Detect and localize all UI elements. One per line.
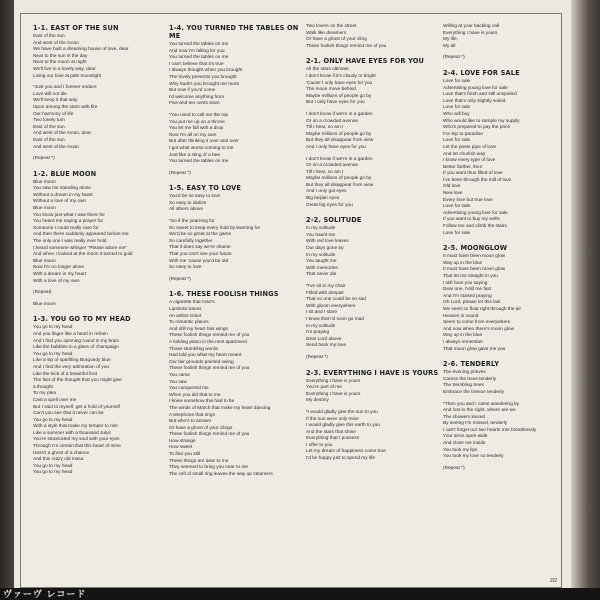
lyric-line: But I said to myself, get a hold of yourself <box>33 404 120 410</box>
lyric-line: Living our love at pale moonlight <box>33 73 102 79</box>
song-title: 1-4. YOU TURNED THE TABLES ON ME <box>169 24 299 40</box>
lyric-line: East of the sun <box>33 137 65 143</box>
lyric-line: Till I hear, so am I <box>306 169 344 175</box>
lyric-line: (Repeat *) <box>443 465 465 471</box>
lyric-line: And now when there's moon glow <box>443 326 514 332</box>
song-title: 2-6. TENDERLY <box>443 360 500 369</box>
lyric-line: *Then you and I came wandering by <box>443 401 520 407</box>
lyric-line: (Repeat *) <box>443 55 465 61</box>
song-block <box>169 290 303 478</box>
lyric-line: The lovely presents you brought <box>169 74 237 80</box>
lyric-line: Maybe millions of people go by <box>306 176 372 182</box>
lyric-line: And when I looked at the moon it turned to gold <box>33 252 133 258</box>
lyrics-column-2 <box>169 24 303 485</box>
lyric-line: The only one I was really ever hold <box>33 239 107 245</box>
lyric-line: I know every type of love <box>443 158 496 164</box>
lyric-line: My life, <box>443 37 459 43</box>
lyric-line: Maybe millions of people go by <box>306 93 372 99</box>
lyric-line: Everything that I possess <box>306 436 360 442</box>
lyric-line: With memories <box>306 265 338 271</box>
lyric-line: Big beijian eyes <box>306 196 340 202</box>
lyric-line: Like the bubbles in a glass of champaign <box>33 345 119 351</box>
lyric-line: Had told you what my heart meant <box>169 353 242 359</box>
lyric-line: We'll live in a lovely way, dear <box>33 66 96 72</box>
lyric-line: Let the poets pipe of love <box>443 144 497 150</box>
lyric-line: And I only got eyes <box>306 189 347 195</box>
lyric-line: But I only have eyes for you <box>306 100 365 106</box>
lyric-line: Let my dream of happiness come true <box>306 449 386 455</box>
lyric-line: For trip to paradise <box>443 131 483 137</box>
lyric-line: And let churlish way <box>443 151 486 157</box>
lyric-line: East of the sun <box>33 124 65 130</box>
lyric-line: That you can't see your future <box>169 252 232 258</box>
lyric-line: We'd be so great at the game <box>169 232 232 238</box>
lyric-line: You're intoxicated my soul with your eyes <box>33 437 120 443</box>
lyric-line: A telephone that rings <box>169 412 215 418</box>
lyric-line: The winds of March that make my heart dancing <box>169 405 271 411</box>
lyric-line: Old love <box>443 184 461 190</box>
lyric-line: You go to my head <box>33 325 73 331</box>
lyric-line: I know that I'd soon go mad <box>306 316 364 322</box>
lyric-line: Blue moon <box>33 206 56 212</box>
lyric-line: These foolish things remind me of you <box>169 366 250 372</box>
lyric-line: I can't forget our two hearts met breathlessly <box>443 427 537 433</box>
lyric-line: So sweet to keep every hold by learning for <box>169 225 261 231</box>
song-title: 1-6. THESE FOOLISH THINGS <box>169 290 279 299</box>
lyric-line: Two lovers on the street <box>306 24 357 29</box>
lyric-line: Just like a sting of a bee <box>169 152 220 158</box>
lyric-line: Filled with despair <box>306 290 345 296</box>
lyric-line: It must have been moon glow <box>443 254 506 260</box>
lyric-line: (Repeat *) <box>169 170 191 176</box>
lyric-line: That let me straight to you <box>443 274 498 279</box>
lyric-line: You took my love so tenderly <box>443 454 504 460</box>
lyric-line: Love for sale <box>443 204 471 210</box>
lyric-line: My all <box>443 43 456 49</box>
lyric-line: Follow me and climb the stairs <box>443 224 507 230</box>
lyric-line: Oh Lord, please let this last <box>443 300 501 306</box>
song-block <box>306 24 440 50</box>
lyric-line: I don't know if it's cloudy or bright <box>306 73 376 79</box>
lyric-line: And lost in the sight, where are we <box>443 408 516 414</box>
lyric-line: These foolish things remind me of you <box>169 432 250 438</box>
lyric-line: You're part of me <box>306 385 342 391</box>
lyric-line: Your arms open wide <box>443 434 488 440</box>
lyric-line: I knew somehow this had to be <box>169 399 235 405</box>
page-number: 2/2 <box>550 578 557 584</box>
lyric-line: And then there suddenly appeared before me <box>33 232 129 238</box>
lyric-line: With red love leaves <box>306 239 349 245</box>
lyric-line: To find you still <box>169 452 201 458</box>
song-block <box>443 24 577 62</box>
lyric-line: Or have a ghost of your cling <box>306 37 367 43</box>
lyric-line: Maybe millions of people go by <box>306 131 372 137</box>
lyric-line: *I would gladly give the sun to you <box>306 409 378 415</box>
lyric-line: You turned the tables on me <box>169 159 229 165</box>
lyric-line: These foolish things remind me of you <box>306 43 387 49</box>
lyric-line: That never die <box>306 272 337 278</box>
lyric-line: Hasn't a ghost of a chance <box>33 450 90 456</box>
lyric-line: My destiny <box>306 398 329 404</box>
lyric-line: You turned the tables on me <box>169 55 229 61</box>
lyric-line: But now if you'd come <box>169 88 216 94</box>
lyric-line: You'd be so easy to love <box>169 194 221 200</box>
lyric-line: Embrace the breeze tenderly <box>443 389 504 395</box>
lyric-line: Advertising young love for sale <box>443 210 508 216</box>
lyric-line: And this crazy old masa <box>33 457 84 463</box>
lyrics-column-3 <box>306 24 440 470</box>
lyric-line: Someone I could really care for <box>33 225 99 231</box>
lyric-line: Seem to come from everywhere <box>443 320 511 326</box>
song-block <box>306 369 440 463</box>
lyric-line: And west of the moon <box>33 144 79 150</box>
lyric-line: I got what worse coming to me <box>169 145 234 151</box>
song-block <box>33 170 167 309</box>
lyrics-column-4 <box>443 24 577 479</box>
lyric-line: Or on a crowded avenue <box>306 163 359 169</box>
lyric-line: *I've sit in my chair <box>306 284 346 289</box>
lyric-line: Blue moon <box>33 179 56 185</box>
lyric-line: *You used to call me the top <box>169 112 228 118</box>
lyric-line: You turned the tables on me <box>169 42 229 47</box>
lyric-line: I always thought when you brought <box>169 68 243 74</box>
lyric-line: Why hadn't you brought me more <box>169 81 240 87</box>
lyric-line: Blue moon <box>33 258 56 264</box>
lyric-line: Advertising young love for sale <box>443 85 508 91</box>
song-block <box>443 360 577 472</box>
lyric-line: Everything I have is yours <box>443 30 498 36</box>
lyric-line: Lipsticks traces <box>169 307 202 312</box>
lyric-line: And the stars that shine <box>306 429 356 435</box>
lyric-line: The evening prieves <box>443 370 486 376</box>
lyric-line: You heard me saying a prayer for <box>33 219 104 225</box>
lyric-line: Cast a spell over me <box>33 397 77 403</box>
lyric-line: How sweet <box>169 445 193 451</box>
lyric-line: *Just you and I forever endure <box>33 85 97 91</box>
lyric-line: Without a love of my own <box>33 199 87 205</box>
lyric-line: Or on a crowded avenue <box>306 118 359 124</box>
lyric-line: And now I'm falling for you <box>169 48 225 54</box>
lyric-line: And close me inside <box>443 441 486 447</box>
song-block <box>443 244 577 353</box>
song-title: 2-5. MOONGLOW <box>443 244 508 253</box>
lyric-line: If the sun were only mine <box>306 416 359 422</box>
lyric-line: So easy to idolize <box>169 200 207 206</box>
lyric-line: A cigarette that man's <box>169 300 215 306</box>
song-block <box>33 24 167 163</box>
lyric-line: But they all disappear from view <box>306 182 374 188</box>
lyric-line: But who's to answer <box>169 419 212 425</box>
lyric-line: All the stars ultimate <box>306 67 349 73</box>
lyric-line: With gloom everywhere <box>306 303 356 309</box>
lyric-line: That moon glow gave me you <box>443 346 506 352</box>
lyric-line: The showers kissed <box>443 414 485 420</box>
song-title: 1-2. BLUE MOON <box>33 169 97 178</box>
lyric-line: You took my lips <box>443 447 478 453</box>
lyric-line: Send back my love <box>306 343 347 349</box>
lyric-sheet <box>14 0 571 588</box>
lyric-line: Caress the trees tenderly <box>443 376 497 382</box>
lyric-line: How strange <box>169 438 196 444</box>
lyric-line: I heard someone whisper "Please adore me" <box>33 245 127 251</box>
lyric-line: We seem to float right through the air <box>443 306 522 312</box>
scan-edge-left <box>0 0 14 600</box>
lyric-line: Blue moon <box>33 301 56 307</box>
lyric-line: Who's prepared to pay the price <box>443 125 511 131</box>
lyric-line: When you did that to me <box>169 392 221 398</box>
lyric-line: It must have been moon glow <box>443 267 506 273</box>
lyric-line: Everything I have is yours <box>306 391 361 397</box>
lyric-line: Can't you see that it never can be <box>33 411 104 417</box>
lyric-line: Way up in the blue <box>443 260 483 266</box>
lyric-line: Walk like dreamers <box>306 30 347 36</box>
lyric-line: The cell of small ring leaves the way up steamers <box>169 471 273 477</box>
lyric-line: I would gladly give this earth to you <box>306 423 380 429</box>
lyric-line: They seemed to bring you near to me <box>169 465 248 471</box>
lyric-line: Like a summer with a thousand Julys <box>33 430 111 436</box>
lyric-line: With me 'cause you'd be old <box>169 258 229 264</box>
song-title: 1-3. YOU GO TO MY HEAD <box>33 315 131 324</box>
lyric-line: Our harmony of life <box>33 111 74 117</box>
lyric-line: I sit and I stare <box>306 310 338 316</box>
lyric-line: New love <box>443 191 463 197</box>
song-title: 2-4. LOVE FOR SALE <box>443 68 520 77</box>
lyric-line: I'd be happy just to spend my life <box>306 456 376 462</box>
lyric-line: And west of the moon <box>33 40 79 46</box>
lyric-line: Dear one, hold me fast <box>443 287 492 293</box>
lyric-line: The trembling trees <box>443 383 484 389</box>
lyric-line: You go to my head <box>33 351 73 357</box>
lyric-line: By seeing I'm missed, tenderly <box>443 421 508 427</box>
lyric-line: So carefully together <box>169 238 213 244</box>
lyric-line: You go to my head <box>33 417 73 423</box>
lyric-line: *So if the yearning for <box>169 219 215 225</box>
lyric-line: A tinkling piano in the next apartment <box>169 339 247 345</box>
lyric-line: Five and ten cents store <box>169 101 220 107</box>
song-title: 2-2. SOLITUDE <box>306 216 362 225</box>
lyric-line: You let me fall with a drop <box>169 126 224 132</box>
lyric-line: Every love but true love <box>443 197 493 203</box>
lyric-line: In my solitude <box>306 323 336 329</box>
lyric-line: To my plea <box>33 391 56 397</box>
lyric-line: And I only have eyes for you <box>306 144 366 150</box>
lyrics-column-1 <box>33 24 167 484</box>
lyric-line: But they all disappear from view <box>306 138 374 144</box>
lyric-line: But after thinking it over and over <box>169 139 239 145</box>
lyric-line: Way up in the blue <box>443 333 483 339</box>
lyric-line: Love that's only slightly soiled <box>443 98 506 104</box>
song-block <box>443 69 577 237</box>
lyric-line: We'll keep it that way <box>33 98 78 104</box>
lyric-line: Love will not die <box>33 91 67 97</box>
lyric-line: Better farther, then <box>443 164 483 170</box>
lyric-line: Great big eyes for you <box>306 202 353 208</box>
lyric-line: East of the sun <box>33 34 65 39</box>
lyric-line: With a style that make my temper to rise <box>33 424 118 430</box>
lyric-line: You saw me standing alone <box>33 186 91 192</box>
lyric-line: You know just what I was there for <box>33 212 105 218</box>
lyric-sheet-border <box>20 13 562 588</box>
lyric-line: I'm praying <box>306 330 330 336</box>
lyric-line: You taught me <box>306 259 337 265</box>
lyric-line: Everything I have is yours <box>306 378 361 384</box>
lyric-line: Love for sale <box>443 105 471 111</box>
lyric-line: Willing at your backing call <box>443 24 499 29</box>
lyric-line: Till I hear, so am I <box>306 125 344 131</box>
lyric-line: In my solitude <box>306 226 336 232</box>
song-block <box>169 184 303 283</box>
song-block <box>33 315 167 477</box>
lyric-line: Heaven is sound <box>443 313 479 319</box>
lyric-line: To romantic places <box>169 320 209 326</box>
label-strip-text: ヴァーヴ レコード <box>3 589 87 599</box>
lyric-line: These things are dear to me <box>169 458 229 464</box>
lyric-line: Our days gone by <box>306 246 344 252</box>
lyric-line: Near to the moon at night <box>33 60 87 66</box>
lyric-line: a thought <box>33 384 53 390</box>
lyric-line: You conquered me <box>169 386 209 392</box>
lyric-line: Through I'm certain that this heart of mine <box>33 444 121 450</box>
lyric-line: The moon move behind <box>306 87 356 93</box>
label-strip <box>0 588 600 600</box>
lyric-line: Dear Lord above <box>306 336 342 342</box>
song-block <box>306 216 440 361</box>
lyric-line: I don't know if we're in a garden <box>306 156 373 162</box>
lyric-line: All others above <box>169 207 204 213</box>
lyric-line: You came <box>169 372 190 378</box>
lyric-line: And I'm started praying <box>443 293 492 299</box>
lyric-line: I always remember <box>443 339 484 345</box>
song-block <box>169 24 303 177</box>
lyric-line: If you want to buy my wells <box>443 217 500 223</box>
song-title: 1-1. EAST OF THE SUN <box>33 24 119 32</box>
lyric-line: These foolish things remind me of you <box>169 333 250 339</box>
lyric-line: I offer to you <box>306 442 333 448</box>
lyric-line: With a love of my own <box>33 278 80 284</box>
lyric-line: (Repeat *) <box>169 276 191 282</box>
lyric-line: So easy to love <box>169 265 202 271</box>
lyric-line: An airline ticket <box>169 313 202 319</box>
lyric-line: The fact of the thought that you might give <box>33 378 122 384</box>
lyric-line: I'd welcome anything from <box>169 94 225 100</box>
lyric-line: Love that's fresh and still unspoiled <box>443 92 517 98</box>
song-title: 1-5. EASY TO LOVE <box>169 184 242 193</box>
lyric-line: (Repeat *) <box>33 156 55 162</box>
lyric-line: That no one could be so sad <box>306 297 366 303</box>
song-block <box>306 57 440 209</box>
lyric-line: Love for sale <box>443 138 471 144</box>
lyric-line: Love for sale <box>443 230 471 236</box>
lyric-line: Our fair grounds painted swing <box>169 359 234 365</box>
lyric-line: Two lonely turn <box>33 118 65 124</box>
lyric-line: Who would like to sample my supply <box>443 118 520 124</box>
song-title: 2-3. EVERYTHING I HAVE IS YOURS <box>306 368 439 377</box>
lyric-line: If you want thus filled of love <box>443 171 503 177</box>
lyric-line: And you linger like a heart in refrain <box>33 331 108 337</box>
lyric-line: You go to my head <box>33 463 73 469</box>
lyric-line: Or have a ghost of your clings <box>169 425 233 431</box>
lyric-line: You saw <box>169 379 187 385</box>
lyric-line: That it does say we're shame <box>169 245 231 251</box>
lyric-line: You go to my head <box>33 470 73 476</box>
lyric-line: And still my heart has wings <box>169 326 228 332</box>
lyric-line: And west of the moon, dear <box>33 131 92 137</box>
lyric-line: Who will buy <box>443 111 470 117</box>
lyric-line: (Repeat) <box>33 290 52 296</box>
lyric-line: I still hear you saying <box>443 280 488 286</box>
lyric-line: Now I'm no longer alone <box>33 265 85 271</box>
lyric-line: I've been through the mill of love <box>443 177 512 183</box>
lyric-line: Near to the sun in the day <box>33 53 88 59</box>
lyric-line: You haunt me <box>306 232 336 238</box>
lyric-line: Like a sip of sparkling Burgundy blue <box>33 358 111 364</box>
lyric-line: In my solitude <box>306 252 336 258</box>
lyric-line: And I find you spinning round in my brain <box>33 338 120 344</box>
lyric-line: Those stumbling words <box>169 346 218 352</box>
lyric-line: Now I'm all on my own <box>169 132 217 138</box>
lyric-line: You put me up on a throne <box>169 119 225 125</box>
lyric-line: Like the kick of a beautiful foot <box>33 371 97 377</box>
lyric-line: Without a dream in my heart <box>33 192 93 198</box>
lyric-line: I can't believe that it's true <box>169 61 224 67</box>
lyric-line: 'Cause I only have eyes for you <box>306 80 373 86</box>
lyric-line: And I find the very admiration of you <box>33 364 110 370</box>
lyric-line: We have built a dreaming house of love, dear <box>33 47 129 53</box>
lyric-line: (Repeat *) <box>306 354 328 360</box>
lyric-line: Love for sale <box>443 78 471 84</box>
song-title: 2-1. ONLY HAVE EYES FOR YOU <box>306 57 425 66</box>
lyric-line: Upon among the stars with fire <box>33 104 98 110</box>
lyric-line: I don't know if we're in a garden <box>306 111 373 117</box>
lyric-line: With a dream in my heart <box>33 272 87 277</box>
